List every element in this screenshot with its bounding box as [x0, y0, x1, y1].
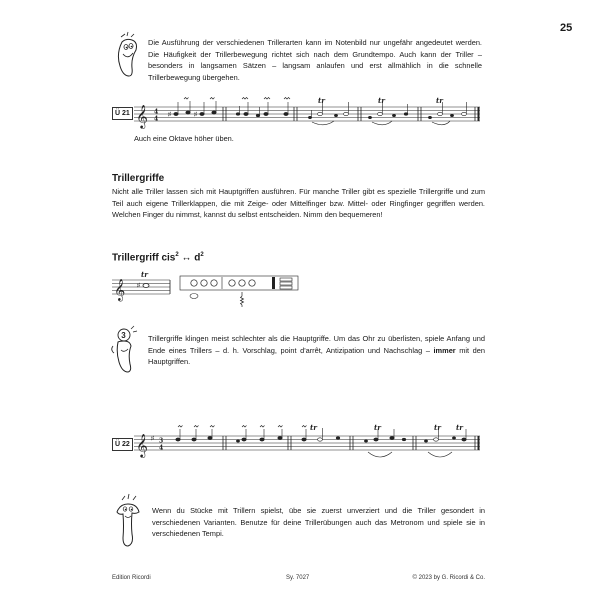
trill-mark: tr — [456, 423, 463, 432]
exercise-21-staff — [134, 96, 484, 136]
closing-paragraph: Wenn du Stücke mit Trillern spielst, übe sie zuerst unverziert und die Triller gesondert in verschiedenen Varianten. Benutze für deine Trillerübungen auch das Metronom und spiele sie in verschiedenen Tempi. — [152, 506, 485, 539]
svg-text:♯: ♯ — [168, 112, 171, 118]
treble-clef: 𝄞 — [136, 104, 148, 128]
exercise-22-label: Ü 22 — [112, 438, 133, 451]
svg-text:4: 4 — [154, 108, 159, 116]
tip-badge: 3 — [121, 331, 126, 340]
fingering-note-staff — [112, 270, 174, 300]
footer-catalog-number: Sy. 7027 — [286, 575, 310, 581]
emphasis-text: immer — [433, 345, 456, 355]
trill-mark: tr — [318, 96, 325, 105]
fingering-title: Trillergriff cis$^2$ ↔ $d^2$ — [112, 252, 204, 264]
svg-text:𝄞: 𝄞 — [136, 433, 148, 457]
svg-text:𝄞: 𝄞 — [114, 279, 126, 301]
flute-fingering-diagram — [180, 274, 300, 314]
mascot-icon — [112, 32, 142, 80]
section-title: Trillergriffe — [112, 173, 165, 184]
tip-paragraph: Trillergriffe klingen meist schlechter als die Hauptgriffe. Um das Ohr zu überlisten, spiele Anfang und Ende eines Trillers – d. h. Vorschlag, point d'arrêt, Antizipation und Nachschlag – immer mit den Hauptgriffen. — [148, 334, 485, 367]
mascot-icon — [112, 494, 144, 550]
svg-text:♯: ♯ — [151, 436, 154, 442]
intro-paragraph: Die Ausführung der verschiedenen Trillerarten kann im Notenbild nur ungefähr angedeutet werden. Die Häufigkeit der Trillerbewegung richtet sich nach dem Grundtempo. Auch kann der Triller – besonders in langsamen Sätzen – langsam anlaufen und erst allmählich in die schnelle Trillerbewegung übergehen. — [148, 38, 482, 82]
trill-mark: tr — [374, 423, 381, 432]
page-number: 25 — [560, 22, 573, 34]
trill-mark: tr — [378, 96, 385, 105]
trill-mark: tr — [436, 96, 443, 105]
footer-copyright: © 2023 by G. Ricordi & Co. — [412, 575, 485, 581]
svg-text:♯: ♯ — [194, 112, 197, 118]
svg-text:3: 3 — [159, 437, 164, 445]
exercise-21-note: Auch eine Oktave höher üben. — [134, 134, 234, 143]
exercise-21-label: Ü 21 — [112, 107, 133, 120]
exercise-22-staff — [134, 422, 484, 466]
svg-text:4: 4 — [159, 444, 164, 452]
trill-mark: tr — [310, 423, 317, 432]
trill-mark: tr — [434, 423, 441, 432]
section-paragraph: Nicht alle Triller lassen sich mit Hauptgriffen ausführen. Für manche Triller gibt es spezielle Trillergriffe und zum Teil auch eigene Trillerklappen, die mit Zeige- oder Mittelfinger bzw. Mittel- oder Ringfinger gegriffen werden. Welchen Finger du nimmst, kannst du selbst entscheiden. Nimm den bequemeren! — [112, 187, 485, 220]
footer-publisher: Edition Ricordi — [112, 575, 151, 581]
svg-text:♯: ♯ — [137, 283, 140, 289]
trill-mark: tr — [141, 270, 148, 279]
svg-text:4: 4 — [154, 115, 159, 123]
mascot-icon — [108, 326, 142, 378]
